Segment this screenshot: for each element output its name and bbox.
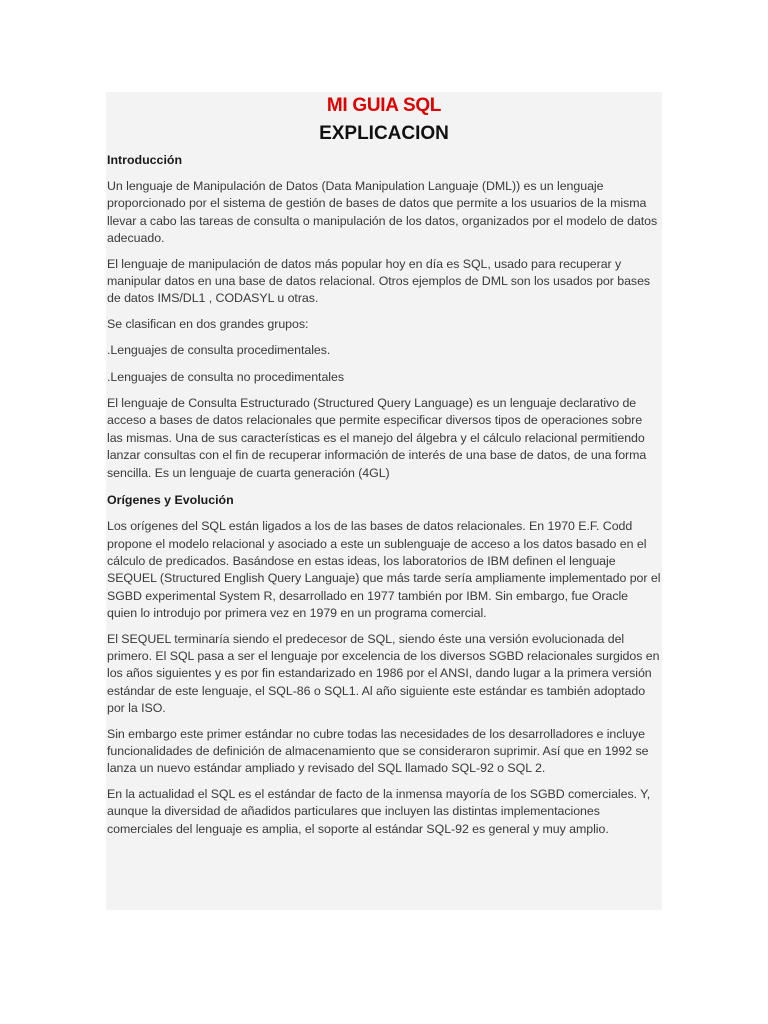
list-item: .Lenguajes de consulta no procedimentales bbox=[107, 369, 344, 384]
paragraph: Un lenguaje de Manipulación de Datos (Data Manipulation Languaje (DML)) es un lenguaje proporcionado por el sistema de gestión de bases de datos que permite a los usuarios de la misma llevar a cabo las tareas de consulta o manipulación de los datos, organizados por el modelo de datos adecuado. bbox=[107, 179, 658, 246]
paragraph: El SEQUEL terminaría siendo el predecesor de SQL, siendo éste una versión evolucionada del primero. El SQL pasa a ser el lenguaje por excelencia de los diversos SGBD relacionales surgidos en los años siguientes y es por fin estandarizado en 1986 por el ANSI, dando lugar a la primera versión estándar de este lenguaje, el SQL-86 o SQL1. Al año siguiente este estándar es también adoptado por la ISO. bbox=[107, 631, 660, 716]
document-title: MI GUIA SQL bbox=[326, 95, 442, 116]
document-page bbox=[106, 92, 662, 910]
document-subtitle: EXPLICACION bbox=[319, 123, 449, 144]
paragraph: En la actualidad el SQL es el estándar de facto de la inmensa mayoría de los SGBD comerciales. Y, aunque la diversidad de añadidos particulares que incluyen las distintas implementaciones comerciales del lenguaje es amplia, el soporte al estándar SQL-92 es general y muy amplio. bbox=[107, 786, 651, 836]
section-heading-origins: Orígenes y Evolución bbox=[107, 493, 234, 508]
paragraph: El lenguaje de Consulta Estructurado (Structured Query Language) es un lenguaje declarativo de acceso a bases de datos relacionales que permite especificar diversos tipos de operaciones sobre las mismas. Una de sus características es el manejo del álgebra y el cálculo relacional permitiendo lanzar consultas con el fin de recuperar información de interés de una base de datos, de una forma sencilla. Es un lenguaje de cuarta generación (4GL) bbox=[107, 396, 647, 480]
list-item: .Lenguajes de consulta procedimentales. bbox=[107, 343, 331, 358]
paragraph: Se clasifican en dos grandes grupos: bbox=[107, 316, 309, 331]
paragraph: Sin embargo este primer estándar no cubre todas las necesidades de los desarrolladores e incluye funcionalidades de definición de almacenamiento que se consideraron suprimir. Así que en 1992 se lanza un nuevo estándar ampliado y revisado del SQL llamado SQL-92 o SQL 2. bbox=[107, 726, 649, 776]
paragraph: Los orígenes del SQL están ligados a los de las bases de datos relacionales. En 1970 E.F. Codd propone el modelo relacional y asociado a este un sublenguaje de acceso a los datos basado en el cálculo de predicados. Basándose en estas ideas, los laboratorios de IBM definen el lenguaje SEQUEL (Structured English Query Languaje) que más tarde sería ampliamente implementado por el SGBD experimental System R, desarrollado en 1977 también por IBM. Sin embargo, fue Oracle quien lo introdujo por primera vez en 1979 en un programa comercial. bbox=[107, 519, 661, 621]
paragraph: El lenguaje de manipulación de datos más popular hoy en día es SQL, usado para recuperar y manipular datos en una base de datos relacional. Otros ejemplos de DML son los usados por bases de datos IMS/DL1 , CODASYL u otras. bbox=[107, 256, 651, 306]
section-heading-intro: Introducción bbox=[107, 153, 183, 167]
